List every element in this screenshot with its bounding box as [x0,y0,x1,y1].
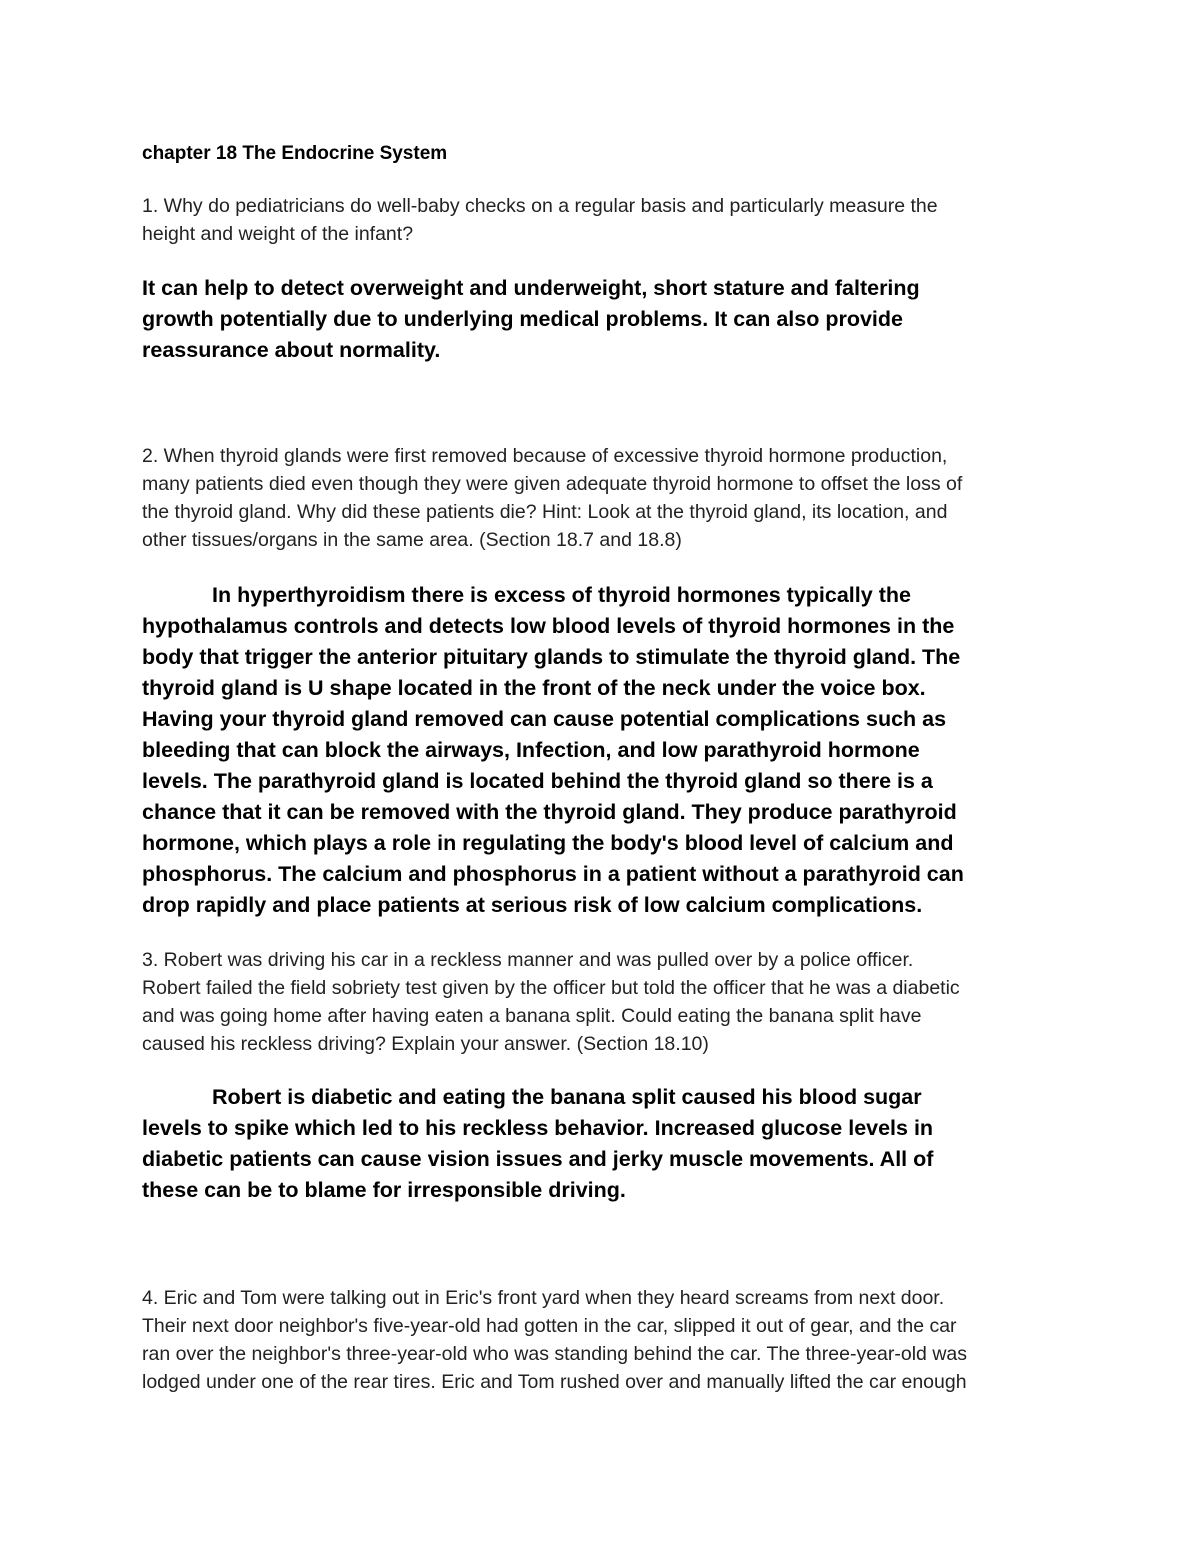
answer-1 [142,273,1062,366]
answer-3 [142,1082,1062,1206]
question-2-line: 2. When thyroid glands were first removed because of excessive thyroid hormone production, [142,445,948,467]
question-4-line: lodged under one of the rear tires. Eric and Tom rushed over and manually lifted the car enough [142,1371,967,1393]
question-2 [142,442,1062,554]
answer-2-line: drop rapidly and place patients at serious risk of low calcium complications. [142,893,923,917]
question-3-line: caused his reckless driving? Explain your answer. (Section 18.10) [142,1033,709,1055]
answer-1-line: It can help to detect overweight and underweight, short stature and faltering [142,276,920,300]
question-1-line: height and weight of the infant? [142,223,414,245]
question-4 [142,1284,1062,1396]
answer-2-line: levels. The parathyroid gland is located behind the thyroid gland so there is a [142,769,933,793]
answer-2-line: bleeding that can block the airways, Infection, and low parathyroid hormone [142,738,920,762]
answer-3-line: Robert is diabetic and eating the banana split caused his blood sugar [212,1085,922,1109]
answer-3-line: diabetic patients can cause vision issues and jerky muscle movements. All of [142,1147,934,1171]
question-2-line: other tissues/organs in the same area. (Section 18.7 and 18.8) [142,529,682,551]
answer-2-line: In hyperthyroidism there is excess of thyroid hormones typically the [212,583,911,607]
answer-2 [142,580,1062,921]
question-2-line: many patients died even though they were given adequate thyroid hormone to offset the loss of [142,473,963,495]
document-title: chapter 18 The Endocrine System [142,143,448,164]
question-4-line: Their next door neighbor's five-year-old had gotten in the car, slipped it out of gear, and the car [142,1315,957,1337]
answer-2-line: chance that it can be removed with the thyroid gland. They produce parathyroid [142,800,957,824]
answer-2-line: hypothalamus controls and detects low blood levels of thyroid hormones in the [142,614,955,638]
answer-2-line: body that trigger the anterior pituitary glands to stimulate the thyroid gland. The [142,645,961,669]
question-2-line: the thyroid gland. Why did these patients die? Hint: Look at the thyroid gland, its location, and [142,501,948,523]
question-1-line: 1. Why do pediatricians do well-baby checks on a regular basis and particularly measure the [142,195,938,217]
question-4-line: 4. Eric and Tom were talking out in Eric's front yard when they heard screams from next door. [142,1287,945,1309]
question-3-line: Robert failed the field sobriety test given by the officer but told the officer that he was a diabetic [142,977,960,999]
answer-3-line: these can be to blame for irresponsible driving. [142,1178,626,1202]
answer-3-line: levels to spike which led to his reckless behavior. Increased glucose levels in [142,1116,934,1140]
question-4-line: ran over the neighbor's three-year-old who was standing behind the car. The three-year-old was [142,1343,967,1365]
answer-2-line: phosphorus. The calcium and phosphorus in a patient without a parathyroid can [142,862,964,886]
answer-2-line: Having your thyroid gland removed can cause potential complications such as [142,707,947,731]
answer-1-line: reassurance about normality. [142,338,441,362]
answer-2-line: thyroid gland is U shape located in the front of the neck under the voice box. [142,676,926,700]
question-3-line: 3. Robert was driving his car in a reckless manner and was pulled over by a police officer. [142,949,914,971]
answer-2-line: hormone, which plays a role in regulating the body's blood level of calcium and [142,831,954,855]
question-1 [142,192,1062,248]
question-3-line: and was going home after having eaten a banana split. Could eating the banana split have [142,1005,922,1027]
question-3 [142,946,1062,1058]
answer-1-line: growth potentially due to underlying medical problems. It can also provide [142,307,903,331]
